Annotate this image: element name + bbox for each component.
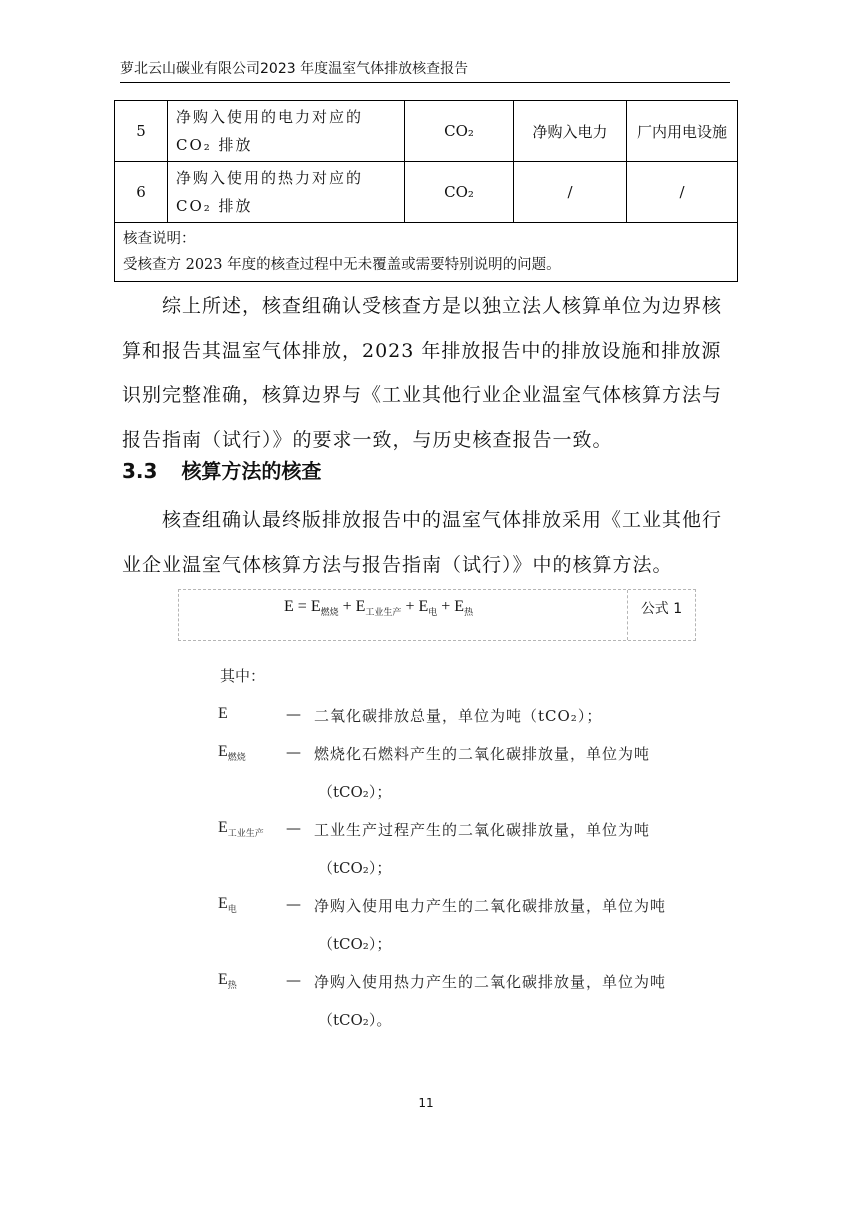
gas-type: CO₂ <box>405 101 514 162</box>
section-number: 3.3 <box>122 459 158 483</box>
emission-facility: 净购入电力 <box>514 101 627 162</box>
variable-description: 净购入使用电力产生的二氧化碳排放量，单位为吨 <box>314 897 667 915</box>
variable-symbol: E <box>218 705 228 722</box>
variable-symbol: $E_{燃烧}$ <box>218 743 246 764</box>
variable-symbol: $E_{工业生产}$ <box>218 819 264 840</box>
page-number: 11 <box>418 1096 434 1110</box>
equipment: / <box>627 162 738 223</box>
method-paragraph: 核查组确认最终版排放报告中的温室气体排放采用《工业其他行业企业温室气体核算方法与报告指南（试行）》中的核算方法。 <box>122 509 723 576</box>
formula-box <box>178 589 696 641</box>
emission-source: 净购入使用的电力对应的CO₂ 排放 <box>168 101 405 162</box>
note-text: 受核查方 2023 年度的核查过程中无未覆盖或需要特别说明的问题。 <box>123 257 561 273</box>
summary-paragraph: 综上所述，核查组确认受核查方是以独立法人核算单位为边界核算和报告其温室气体排放，2023 年排放报告中的排放设施和排放源识别完整准确，核算边界与《工业其他行业企业温室气体核算方法与报告指南（试行）》的要求一致，与历史核查报告一致。 <box>122 295 723 451</box>
note-title: 核查说明： <box>123 231 196 247</box>
emission-facility: / <box>514 162 627 223</box>
variable-unit: （tCO₂）。 <box>318 1011 392 1029</box>
table-note-row <box>115 223 738 282</box>
row-number: 5 <box>115 101 168 162</box>
variable-description: 二氧化碳排放总量，单位为吨（tCO₂）； <box>314 707 603 725</box>
emission-source: 净购入使用的热力对应的CO₂ 排放 <box>168 162 405 223</box>
variable-description: 净购入使用热力产生的二氧化碳排放量，单位为吨 <box>314 973 667 991</box>
formula-label: 公式 1 <box>627 590 695 640</box>
equipment: 厂内用电设施 <box>627 101 738 162</box>
variable-unit: （tCO₂）； <box>318 783 392 801</box>
section-title: 核算方法的核查 <box>181 459 322 483</box>
page-header: 萝北云山碳业有限公司2023 年度温室气体排放核查报告 <box>120 58 730 83</box>
table-row <box>115 162 738 223</box>
variable-symbol: $E_热$ <box>218 971 237 992</box>
section-heading <box>122 455 321 484</box>
table-row <box>115 101 738 162</box>
table-note <box>115 223 738 282</box>
where-label: 其中： <box>220 667 266 685</box>
variable-description: 工业生产过程产生的二氧化碳排放量，单位为吨 <box>314 821 651 839</box>
row-number: 6 <box>115 162 168 223</box>
variable-description: 燃烧化石燃料产生的二氧化碳排放量，单位为吨 <box>314 745 651 763</box>
variable-unit: （tCO₂）； <box>318 935 392 953</box>
variable-unit: （tCO₂）； <box>318 859 392 877</box>
emission-source-table <box>114 100 738 282</box>
gas-type: CO₂ <box>405 162 514 223</box>
formula-expression: $E = E_{燃烧} + E_{工业生产} + E_电 + E_热$ <box>284 598 474 619</box>
variable-symbol: $E_电$ <box>218 895 237 916</box>
